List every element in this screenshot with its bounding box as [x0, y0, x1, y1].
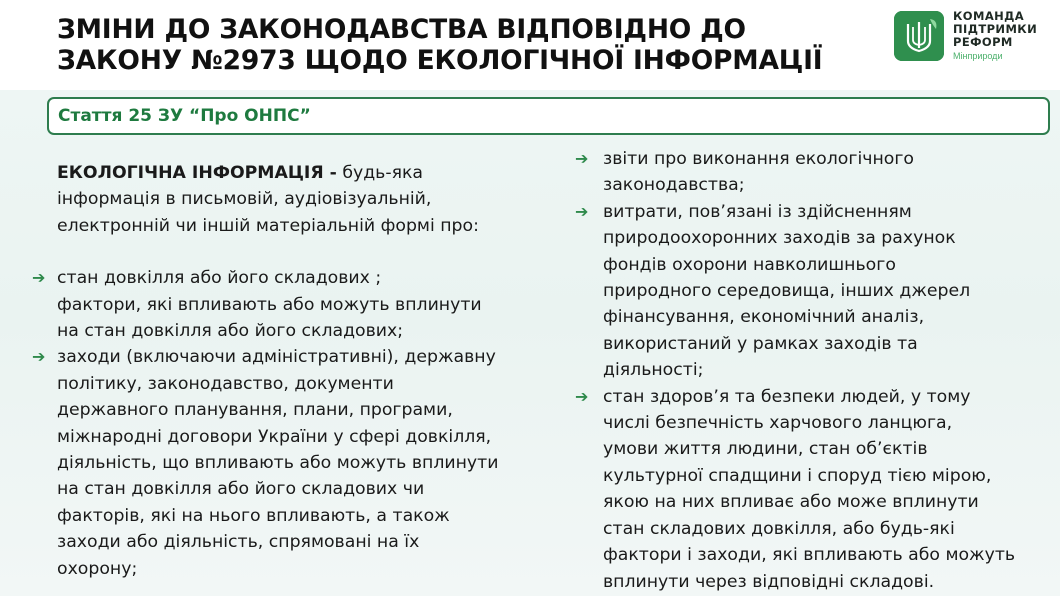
trident-icon [894, 11, 944, 61]
article-label: Стаття 25 ЗУ “Про ОНПС” [58, 106, 311, 126]
left-column [32, 160, 557, 582]
slide-header [0, 0, 1060, 90]
logo-subtitle: Мінприроди [953, 51, 1003, 61]
arrow-icon: ➔ [32, 268, 46, 288]
title-line-1: ЗМІНИ ДО ЗАКОНОДАВСТВА ВІДПОВІДНО ДО [57, 14, 746, 45]
definition-paragraph [57, 160, 557, 239]
list-item: ➔ заходи (включаючи адміністративні), державну політику, законодавство, документи державного планування, плани, програми, міжнародні договори України у сфері довкілля, діяльність, що впливають або можуть вплинути на стан довкілля або його складових чи факторів, які на нього впливають, а також заходи або діяльність, спрямовані на їх охорону; [57, 344, 557, 582]
logo-line-1: КОМАНДА [953, 9, 1025, 23]
arrow-icon: ➔ [575, 201, 589, 221]
list-item: ➔ стан довкілля або його складових ; фактори, які впливають або можуть вплинути на стан довкілля або його складових; [57, 265, 557, 344]
list-item: ➔ витрати, пов’язані із здійсненням природоохоронних заходів за рахунок фондів охорони навколишнього природного середовища, інших джерел фінансування, економічний аналіз, використаний у рамках заходів та діяльності; [603, 199, 1053, 384]
arrow-icon: ➔ [32, 347, 46, 367]
definition-term: ЕКОЛОГІЧНА ІНФОРМАЦІЯ - [57, 163, 337, 183]
definition-line-1: будь-яка [336, 163, 424, 183]
logo-line-3: РЕФОРМ [953, 35, 1013, 49]
logo-line-2: ПІДТРИМКИ [953, 22, 1038, 36]
title-line-2: ЗАКОНУ №2973 ЩОДО ЕКОЛОГІЧНОЇ ІНФОРМАЦІЇ [57, 45, 823, 76]
logo-text [953, 10, 1037, 49]
arrow-icon: ➔ [575, 386, 589, 406]
article-reference-box [47, 97, 1050, 135]
definition-line-2: інформація в письмовій, аудіовізуальній, [57, 189, 432, 210]
list-item: ➔ звіти про виконання екологічного законодавства; [603, 146, 1053, 199]
reform-team-logo [894, 10, 1054, 66]
arrow-icon: ➔ [575, 149, 589, 168]
definition-line-3: електронній чи іншій матеріальній формі про: [57, 215, 479, 236]
slide-title [57, 14, 857, 76]
right-column [575, 146, 1053, 595]
list-item: ➔ стан здоров’я та безпеки людей, у тому числі безпечність харчового ланцюга, умови життя людини, стан об’єктів культурної спадщини і споруд тією мірою, якою на них впливає або може вплинути стан складових довкілля, або будь-які фактори і заходи, які впливають або можуть вплинути через відповідні складові. [603, 384, 1053, 595]
